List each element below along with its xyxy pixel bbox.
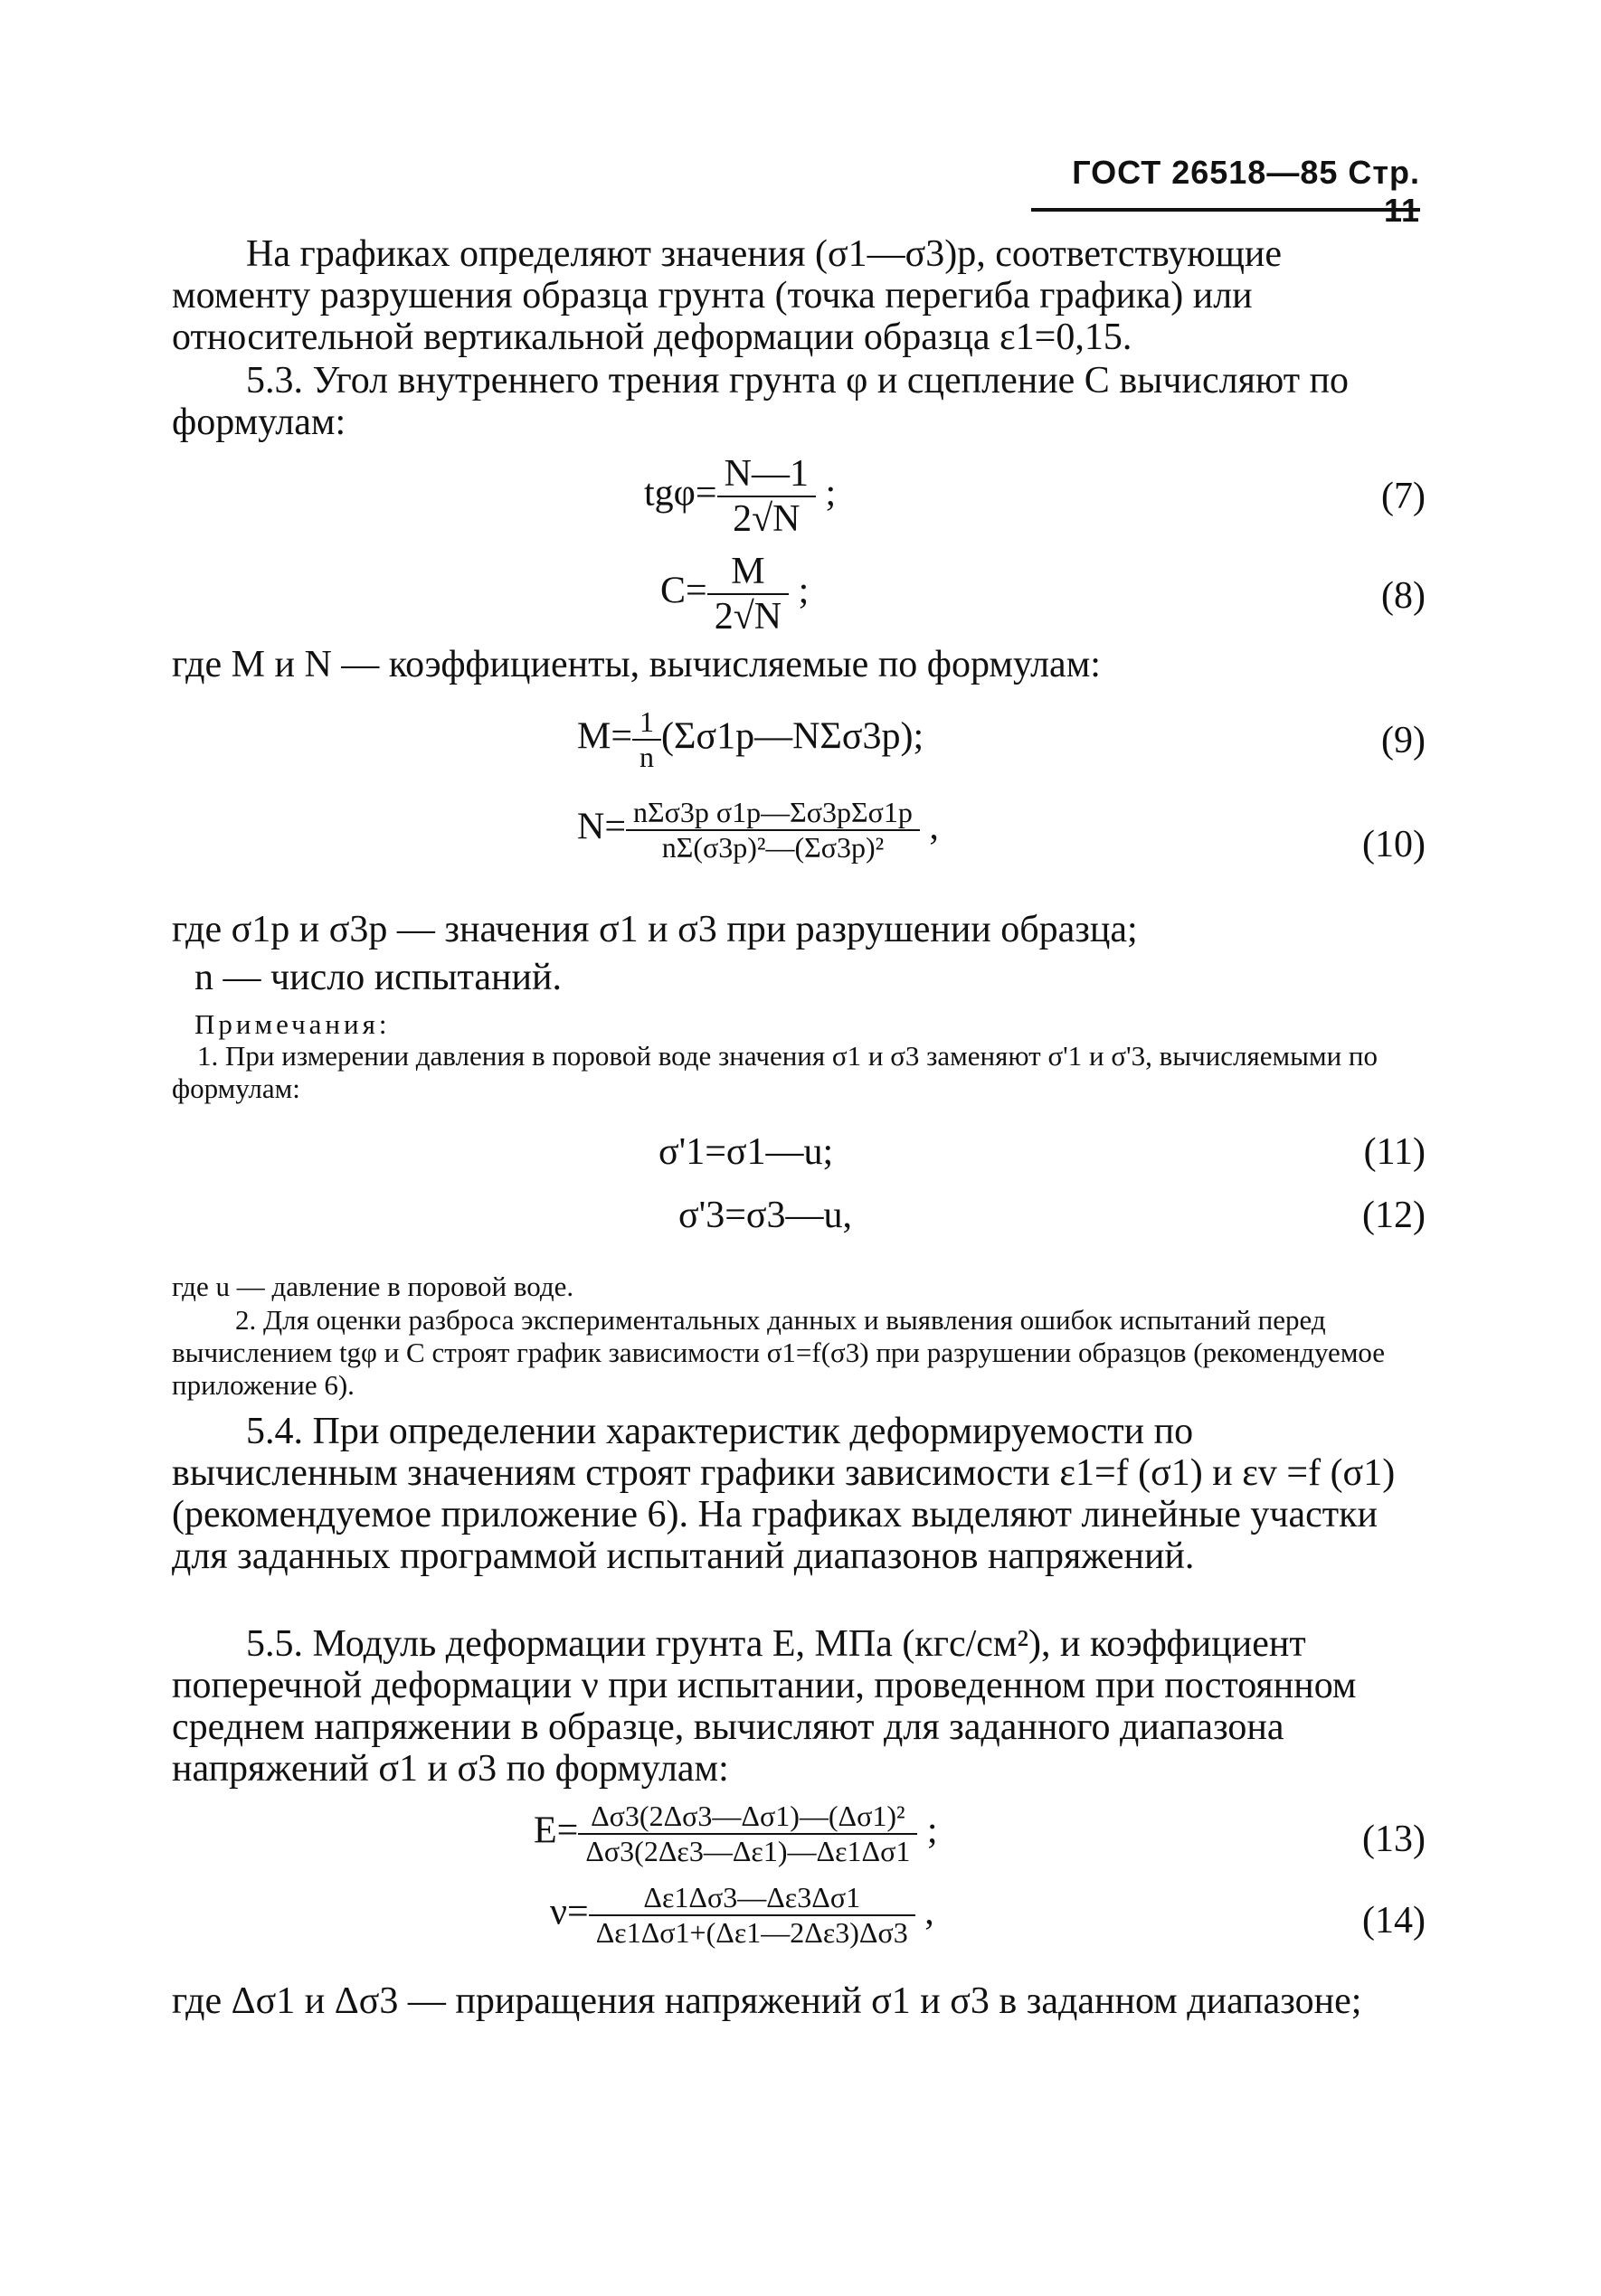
- equation-9: M= $\frac{1}{n}$ (Σσ1p—NΣσ3p);: [577, 705, 924, 773]
- equation-number-14: (14): [1362, 1900, 1426, 1942]
- equation-number-11: (11): [1363, 1131, 1426, 1173]
- paragraph-increments: где Δσ1 и Δσ3 — приращения напряжений σ1 и σ3 в заданном диапазоне;: [172, 1980, 1362, 2022]
- paragraph-coefficients: где M и N — коэффициенты, вычисляемые по формулам:: [172, 644, 1101, 685]
- note-u-definition: где u — давление в поровой воде.: [172, 1271, 574, 1302]
- equation-13: E= $\frac{\text{Δσ3(2Δσ3—Δσ1)—(Δσ1)²}}{\Delta\sigma 3(2\Delta\varepsilon 3—\Delta\varepsilon 1)—\Delta\varepsilon 1\Delta\sigma 1}$ ;: [534, 1800, 938, 1867]
- notes-title: Примечания:: [194, 1008, 391, 1040]
- paragraph-sigma-failure: где σ1p и σ3p — значения σ1 и σ3 при разрушении образца;: [172, 909, 1138, 950]
- paragraph-5-5: 5.5. Модуль деформации грунта E, МПа (кгс/см²), и коэффициент поперечной деформации ν при испытании, проведенном при постоянном среднем напряжении в образце, вычисляют для заданного диапазона напряжений σ1 и σ3 по формулам:: [172, 1623, 1357, 1790]
- note-2: 2. Для оценки разброса экспериментальных данных и выявления ошибок испытаний перед вычислением tgφ и C строят график зависимости σ1=f(σ3) при разрушении образцов (рекомендуемое приложение 6).: [172, 1304, 1386, 1401]
- equation-10: N= $\frac{\text{nΣσ3p σ1p—Σσ3pΣσ1p}}{\text{nΣ(σ3p)²—(Σσ3p)²}}$ ,: [577, 796, 939, 864]
- paragraph-5-3: 5.3. Угол внутреннего трения грунта φ и сцепление C вычисляют по формулам:: [172, 360, 1350, 443]
- equation-number-10: (10): [1362, 824, 1426, 865]
- equation-14: ν= $\frac{\Delta\varepsilon 1\Delta\sigma 3—\Delta\varepsilon 3\Delta\sigma 1}{\Delta\varepsilon 1\Delta\sigma 1+(\Delta\varepsilon 1—2\Delta\varepsilon 3)\Delta\sigma 3}$ ,: [550, 1881, 934, 1949]
- paragraph-graph-values: На графиках определяют значения (σ1—σ3)p, соответствующие моменту разрушения образца грунта (точка перегиба графика) или относительной вертикальной деформации образца ε1=0,15.: [172, 233, 1283, 358]
- page-header: ГОСТ 26518—85 Стр. 11: [1031, 154, 1420, 212]
- equation-number-12: (12): [1362, 1195, 1426, 1236]
- equation-number-9: (9): [1381, 720, 1426, 761]
- equation-7: tgφ= $\frac{N—1}{2√N}$ ;: [644, 453, 837, 540]
- equation-number-8: (8): [1381, 575, 1426, 617]
- note-1: 1. При измерении давления в поровой воде значения σ1 и σ3 заменяют σ'1 и σ'3, вычисляемыми по формулам:: [172, 1040, 1378, 1104]
- equation-number-7: (7): [1381, 476, 1426, 517]
- equation-8: C= $\frac{M}{2√N}$ ;: [660, 551, 810, 638]
- paragraph-5-4: 5.4. При определении характеристик деформируемости по вычисленным значениям строят графики зависимости ε1=f (σ1) и εv =f (σ1) (рекомендуемое приложение 6). На графиках выделяют линейные участки для заданных программой испытаний диапазонов напряжений.: [172, 1411, 1396, 1577]
- paragraph-test-count: n — число испытаний.: [194, 957, 562, 998]
- equation-11: σ'1=σ1—u;: [658, 1131, 834, 1173]
- equation-12: σ'3=σ3—u,: [678, 1195, 853, 1236]
- equation-number-13: (13): [1362, 1819, 1426, 1860]
